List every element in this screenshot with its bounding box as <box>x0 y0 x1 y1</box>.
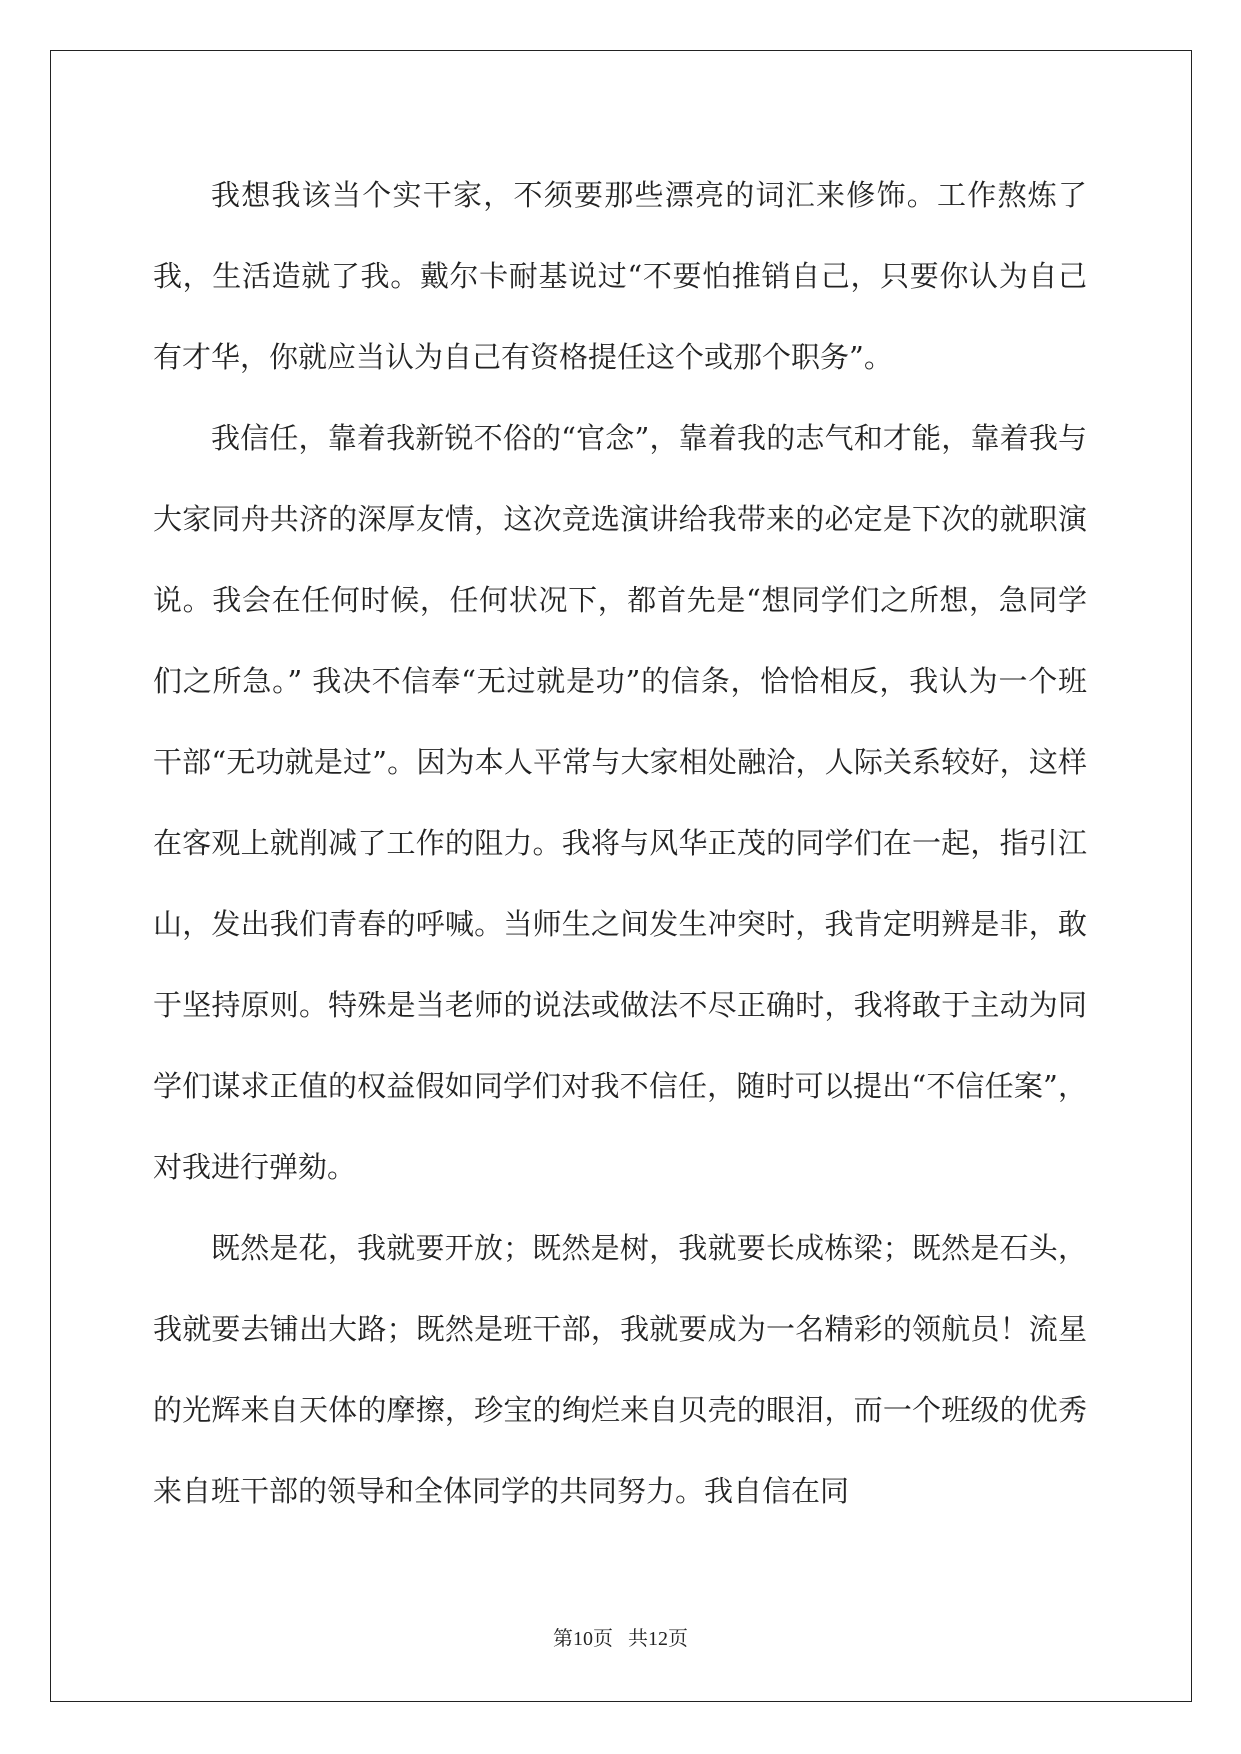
page-footer <box>0 1622 1241 1651</box>
paragraph-2: 我信任，靠着我新锐不俗的“官念”，靠着我的志气和才能，靠着我与大家同舟共济的深厚友情，这次竞选演讲给我带来的必定是下次的就职演说。我会在任何时候，任何状况下，都首先是“想同学们之所想，急同学们之所急。” 我决不信奉“无过就是功”的信条，恰恰相反，我认为一个班干部“无功就是过”。因为本人平常与大家相处融洽，人际关系较好，这样在客观上就削减了工作的阻力。我将与风华正茂的同学们在一起，指引江山，发出我们青春的呼喊。当师生之间发生冲突时，我肯定明辨是非，敢于坚持原则。特殊是当老师的说法或做法不尽正确时，我将敢于主动为同学们谋求正值的权益假如同学们对我不信任，随时可以提出“不信任案”，对我进行弹劾。 <box>153 421 1087 1184</box>
document-body <box>153 155 1087 1532</box>
paragraph-3: 既然是花，我就要开放；既然是树，我就要长成栋梁；既然是石头，我就要去铺出大路；既然是班干部，我就要成为一名精彩的领航员！流星的光辉来自天体的摩擦，珍宝的绚烂来自贝壳的眼泪，而一个班级的优秀来自班干部的领导和全体同学的共同努力。我自信在同 <box>153 1231 1087 1508</box>
page-total: 共12页 <box>628 1628 688 1650</box>
page-number: 第10页 <box>553 1628 613 1650</box>
paragraph-1: 我想我该当个实干家，不须要那些漂亮的词汇来修饰。工作熬炼了我，生活造就了我。戴尔卡耐基说过“不要怕推销自己，只要你认为自己有才华，你就应当认为自己有资格提任这个或那个职务”。 <box>153 178 1087 374</box>
